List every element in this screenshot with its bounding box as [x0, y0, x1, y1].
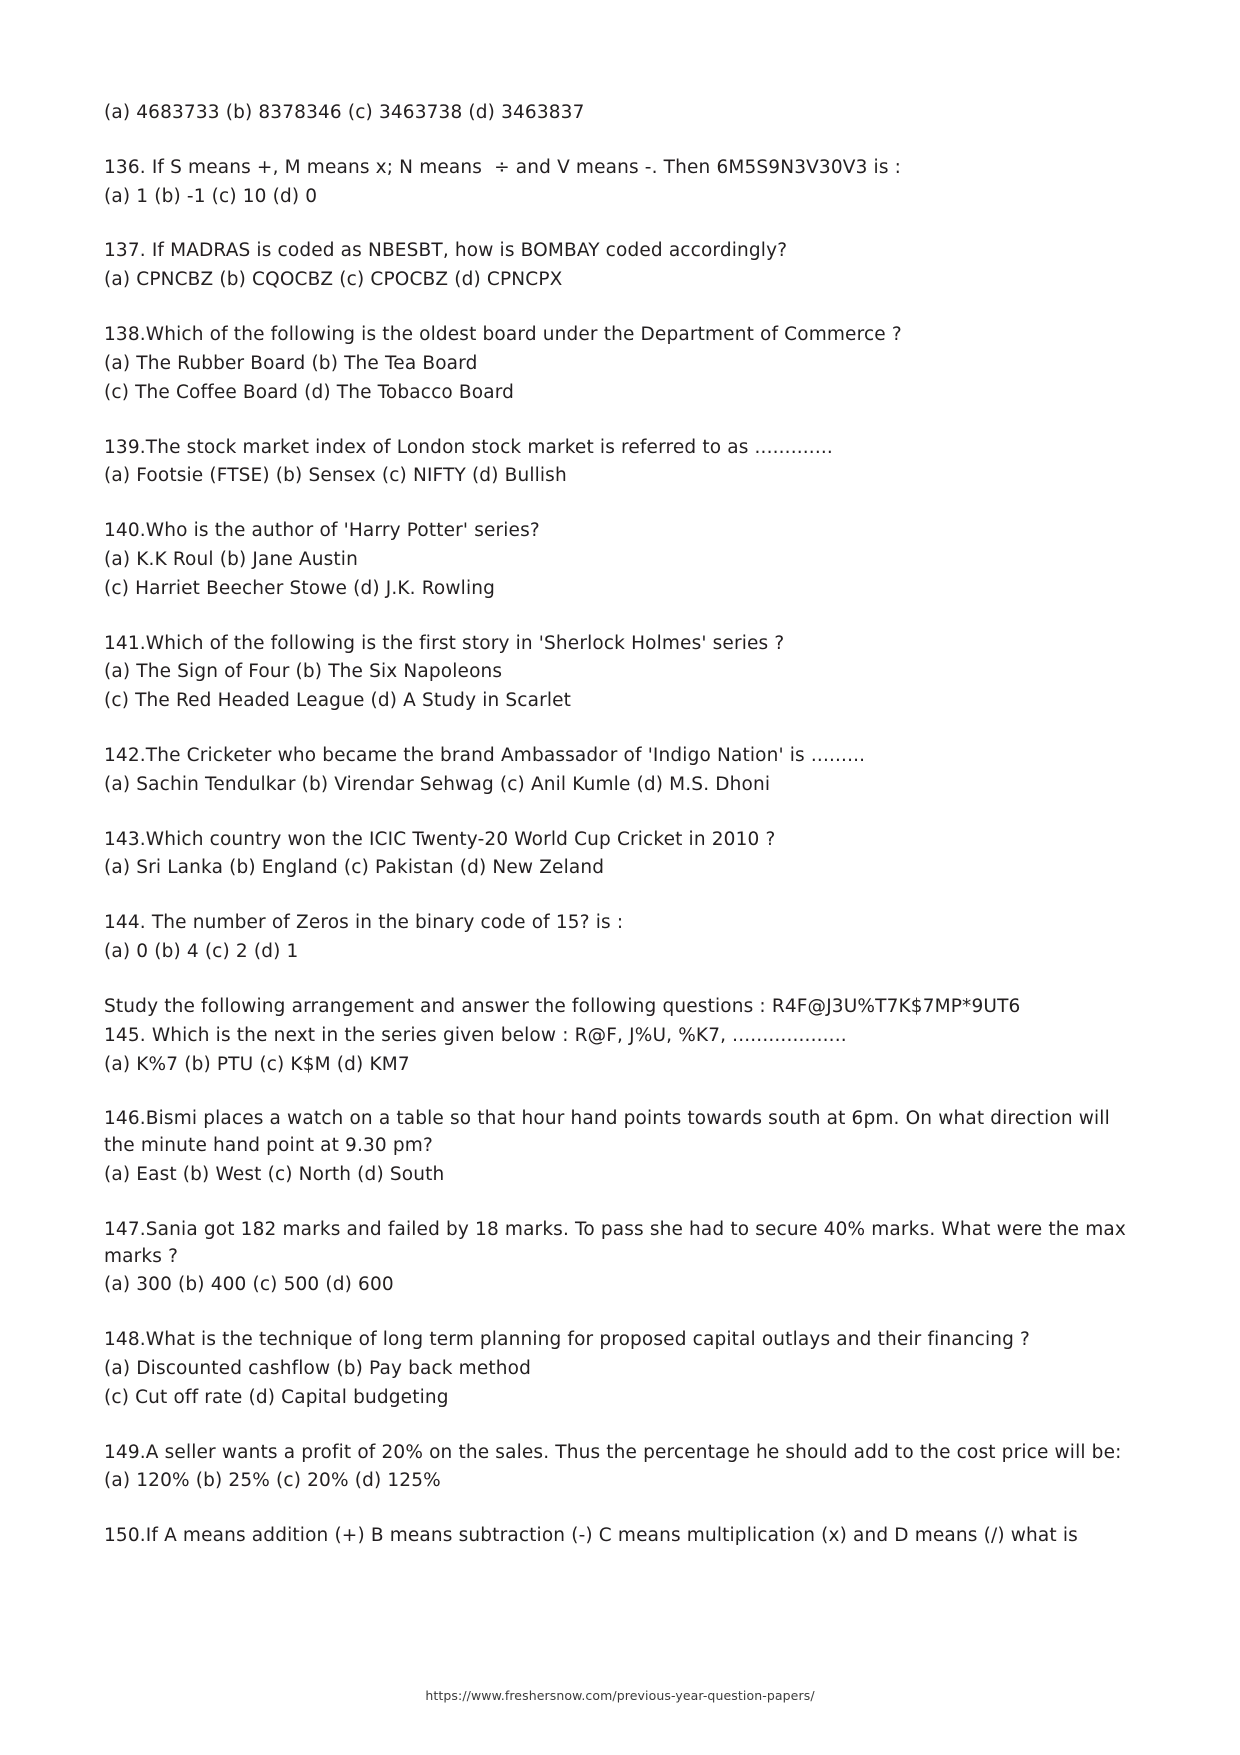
question-block	[104, 518, 1136, 602]
question-line: 149.A seller wants a profit of 20% on the sales. Thus the percentage he should add to the cost price will be:	[104, 1441, 1122, 1463]
question-line: (a) 4683733 (b) 8378346 (c) 3463738 (d) 3463837	[104, 102, 585, 123]
question-line: (a) K.K Roul (b) Jane Austin	[104, 548, 358, 570]
question-line: (a) Sachin Tendulkar (b) Virendar Sehwag (c) Anil Kumle (d) M.S. Dhoni	[104, 773, 771, 795]
question-block	[104, 1523, 1136, 1550]
question-line: (a) 300 (b) 400 (c) 500 (d) 600	[104, 1274, 394, 1296]
question-block	[104, 322, 1136, 406]
question-line: (a) 120% (b) 25% (c) 20% (d) 125%	[104, 1470, 441, 1492]
question-list	[104, 100, 1136, 1550]
question-block	[104, 743, 1136, 799]
question-line: (c) The Coffee Board (d) The Tobacco Board	[104, 381, 515, 403]
question-block	[104, 827, 1136, 883]
question-block	[104, 435, 1136, 491]
question-line: (a) 0 (b) 4 (c) 2 (d) 1	[104, 941, 299, 963]
question-line: 139.The stock market index of London stock market is referred to as .............	[104, 436, 833, 458]
question-block	[104, 100, 1136, 127]
question-line: (a) The Sign of Four (b) The Six Napoleons	[104, 661, 503, 683]
question-line: (a) East (b) West (c) North (d) South	[104, 1163, 445, 1185]
question-line: 136. If S means +, M means x; N means ÷ and V means -. Then 6M5S9N3V30V3 is :	[104, 156, 902, 178]
question-block	[104, 238, 1136, 294]
question-line: 147.Sania got 182 marks and failed by 18 marks. To pass she had to secure 40% marks. What were the max marks ?	[104, 1218, 1132, 1267]
question-line: Study the following arrangement and answer the following questions : R4F@J3U%T7K$7MP*9UT6	[104, 995, 1021, 1017]
page-footer-url: https://www.freshersnow.com/previous-year-question-papers/	[425, 1688, 815, 1703]
question-line: (c) Cut off rate (d) Capital budgeting	[104, 1386, 449, 1408]
question-line: 138.Which of the following is the oldest board under the Department of Commerce ?	[104, 324, 902, 346]
question-line: 141.Which of the following is the first story in 'Sherlock Holmes' series ?	[104, 632, 785, 654]
question-block	[104, 1327, 1136, 1411]
question-line: 137. If MADRAS is coded as NBESBT, how is BOMBAY coded accordingly?	[104, 240, 788, 262]
question-line: (a) K%7 (b) PTU (c) K$M (d) KM7	[104, 1053, 410, 1075]
question-line: 150.If A means addition (+) B means subtraction (-) C means multiplication (x) and D means (/) what is	[104, 1525, 1078, 1547]
question-block	[104, 910, 1136, 966]
question-line: 143.Which country won the ICIC Twenty-20 World Cup Cricket in 2010 ?	[104, 828, 776, 850]
question-block	[104, 1440, 1136, 1496]
question-line: 142.The Cricketer who became the brand Ambassador of 'Indigo Nation' is .........	[104, 745, 866, 766]
question-line: (a) 1 (b) -1 (c) 10 (d) 0	[104, 185, 318, 207]
question-line: (a) The Rubber Board (b) The Tea Board	[104, 352, 478, 374]
question-line: (a) Discounted cashflow (b) Pay back method	[104, 1358, 532, 1379]
question-line: (a) Footsie (FTSE) (b) Sensex (c) NIFTY (d) Bullish	[104, 465, 567, 487]
question-block	[104, 631, 1136, 715]
question-line: (c) The Red Headed League (d) A Study in Scarlet	[104, 690, 572, 712]
question-line: (c) Harriet Beecher Stowe (d) J.K. Rowling	[104, 577, 496, 599]
question-line: 140.Who is the author of 'Harry Potter' series?	[104, 520, 540, 542]
question-block	[104, 1217, 1136, 1299]
question-block	[104, 994, 1136, 1078]
question-line: (a) Sri Lanka (b) England (c) Pakistan (d) New Zeland	[104, 857, 605, 879]
question-line: 146.Bismi places a watch on a table so that hour hand points towards south at 6pm. On what direction will the minute hand point at 9.30 pm?	[104, 1108, 1116, 1157]
question-block	[104, 1106, 1136, 1188]
question-line: 144. The number of Zeros in the binary code of 15? is :	[104, 912, 624, 934]
question-line: (a) CPNCBZ (b) CQOCBZ (c) CPOCBZ (d) CPNCPX	[104, 269, 563, 291]
question-block	[104, 155, 1136, 211]
question-line: 148.What is the technique of long term planning for proposed capital outlays and their financing ?	[104, 1329, 1031, 1351]
question-line: 145. Which is the next in the series given below : R@F, J%U, %K7, ...................	[104, 1024, 847, 1046]
